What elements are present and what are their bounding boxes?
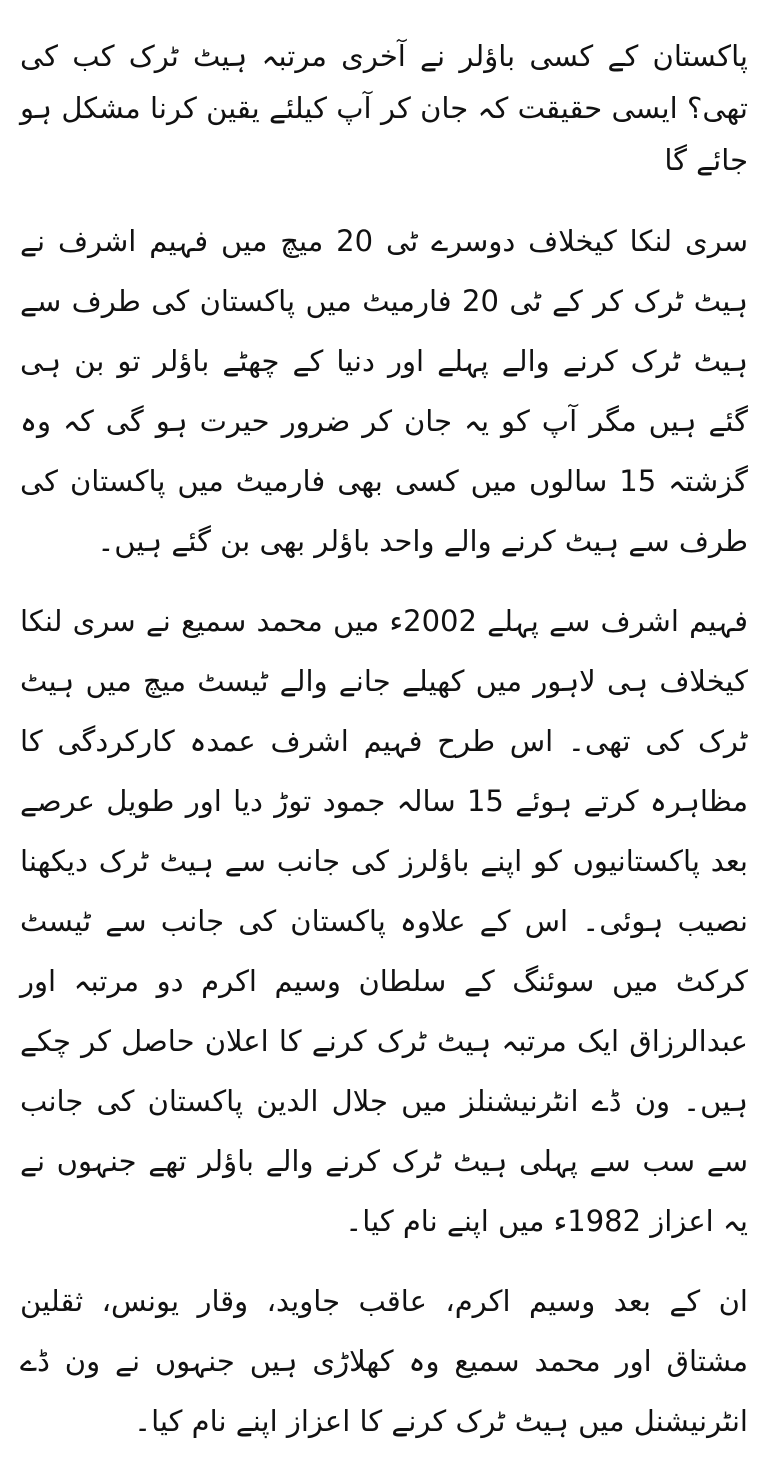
paragraph-3: ان کے بعد وسیم اکرم، عاقب جاوید، وقار یونس، ثقلین مشتاق اور محمد سمیع وہ کھلاڑی ہیں جنہوں نے ون ڈے انٹرنیشنل میں ہیٹ ٹرک کرنے کا اعزاز اپنے نام کیا۔	[20, 1284, 748, 1438]
article-title: پاکستان کے کسی باؤلر نے آخری مرتبہ ہیٹ ٹرک کب کی تھی؟ ایسی حقیقت کہ جان کر آپ کیلئے یقین کرنا مشکل ہو جائے گا	[20, 39, 748, 177]
paragraph-2: فہیم اشرف سے پہلے 2002ء میں محمد سمیع نے سری لنکا کیخلاف ہی لاہور میں کھیلے جانے والے ٹیسٹ میچ میں ہیٹ ٹرک کی تھی۔ اس طرح فہیم اشرف عمدہ کارکردگی کا مظاہرہ کرتے ہوئے 15 سالہ جمود توڑ دیا اور طویل عرصے بعد پاکستانیوں کو اپنے باؤلرز کی جانب سے ہیٹ ٹرک دیکھنا نصیب ہوئی۔ اس کے علاوہ پاکستان کی جانب سے ٹیسٹ کرکٹ میں سوئنگ کے سلطان وسیم اکرم دو مرتبہ اور عبدالرزاق ایک مرتبہ ہیٹ ٹرک کرنے کا اعلان حاصل کر چکے ہیں۔ ون ڈے انٹرنیشنلز میں جلال الدین پاکستان کی جانب سے سب سے پہلی ہیٹ ٹرک کرنے والے باؤلر تھے جنہوں نے یہ اعزاز 1982ء میں اپنے نام کیا۔	[20, 604, 748, 1238]
paragraph-1: سری لنکا کیخلاف دوسرے ٹی 20 میچ میں فہیم اشرف نے ہیٹ ٹرک کر کے ٹی 20 فارمیٹ میں پاکستان کی طرف سے ہیٹ ٹرک کرنے والے پہلے اور دنیا کے چھٹے باؤلر تو بن ہی گئے ہیں مگر آپ کو یہ جان کر ضرور حیرت ہو گی کہ وہ گزشتہ 15 سالوں میں کسی بھی فارمیٹ میں پاکستان کی طرف سے ہیٹ کرنے والے واحد باؤلر بھی بن گئے ہیں۔	[20, 224, 748, 558]
article	[20, 30, 748, 1471]
